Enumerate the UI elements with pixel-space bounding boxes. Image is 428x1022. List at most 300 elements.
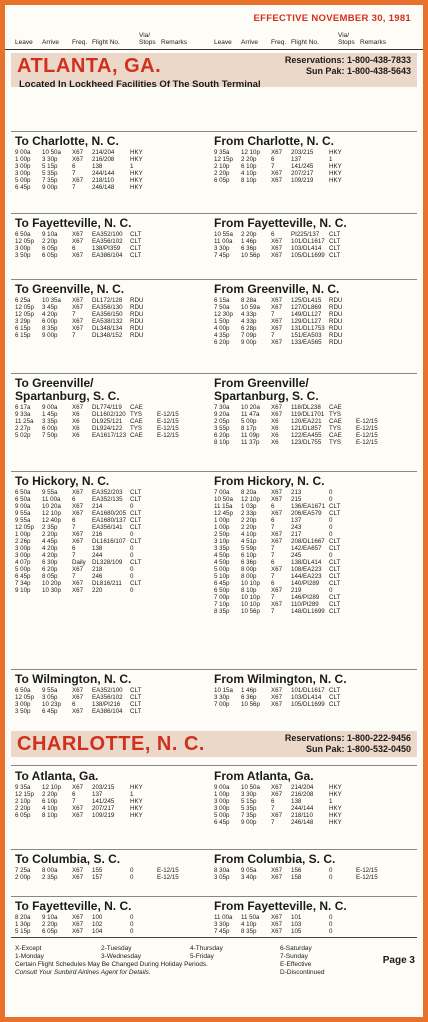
flight-number: DL816/211 bbox=[92, 580, 122, 587]
leave-time: 2 20p bbox=[214, 170, 230, 177]
leave-time: 7 00p bbox=[214, 701, 230, 708]
arrive-time: 2 20p bbox=[42, 791, 58, 798]
section-rule bbox=[11, 849, 417, 850]
frequency: X67 bbox=[72, 503, 84, 510]
frequency: X67 bbox=[72, 812, 84, 819]
flight-row bbox=[214, 418, 418, 425]
remarks: E-12/15 bbox=[356, 425, 378, 432]
frequency: X6 bbox=[72, 432, 80, 439]
flight-number: 119/DL1701 bbox=[291, 411, 325, 418]
leave-time: 6 15a bbox=[214, 297, 230, 304]
frequency: X67 bbox=[271, 531, 283, 538]
flight-row bbox=[214, 798, 418, 805]
arrive-time: 4 45p bbox=[42, 538, 58, 545]
via-stops: RDU bbox=[329, 311, 343, 318]
flight-number: 203/215 bbox=[291, 149, 314, 156]
flight-number: EA386/104 bbox=[92, 252, 123, 259]
arrive-time: 2 20p bbox=[241, 156, 257, 163]
arrive-time: 10 30p bbox=[42, 587, 61, 594]
arrive-time: 8 28a bbox=[241, 297, 257, 304]
column-label-stops: Stops bbox=[139, 39, 156, 46]
column-label-via: Via/ bbox=[338, 32, 350, 39]
legend-item: 6-Saturday bbox=[280, 945, 312, 952]
arrive-time: 8 10p bbox=[241, 587, 257, 594]
via-stops: RDU bbox=[130, 304, 144, 311]
flight-row bbox=[214, 701, 418, 708]
column-label-arrive: Arrive bbox=[42, 39, 59, 46]
flight-number: 102 bbox=[92, 921, 103, 928]
flight-row bbox=[214, 538, 418, 545]
flight-row bbox=[214, 510, 418, 517]
via-stops: 0 bbox=[329, 587, 333, 594]
flight-row bbox=[15, 538, 219, 545]
flight-row bbox=[15, 687, 219, 694]
flight-row bbox=[214, 805, 418, 812]
via-stops: HKY bbox=[130, 812, 143, 819]
atlanta-section-title: To Fayetteville, N. C. bbox=[15, 216, 132, 230]
arrive-time: 4 20p bbox=[42, 552, 58, 559]
leave-time: 3 30p bbox=[214, 921, 230, 928]
frequency: X67 bbox=[271, 304, 283, 311]
flight-number: 138/PI216 bbox=[92, 701, 121, 708]
atlanta-section-title: From Greenville/ Spartanburg, S. C. bbox=[214, 376, 319, 403]
via-stops: CLT bbox=[329, 245, 341, 252]
arrive-time: 4 20p bbox=[42, 545, 58, 552]
leave-time: 8 20a bbox=[15, 914, 31, 921]
via-stops: HKY bbox=[130, 170, 143, 177]
legend-item: 4-Thursday bbox=[190, 945, 223, 952]
flight-row bbox=[15, 325, 219, 332]
arrive-time: 8 35p bbox=[241, 928, 257, 935]
leave-time: 2 05p bbox=[214, 418, 230, 425]
charlotte-section-title: To Fayetteville, N. C. bbox=[15, 899, 132, 913]
leave-time: 3 00p bbox=[15, 245, 31, 252]
legend-item: 5-Friday bbox=[190, 953, 214, 960]
flight-row bbox=[214, 587, 418, 594]
via-stops: CAE bbox=[329, 404, 342, 411]
flight-row bbox=[15, 874, 219, 881]
flight-number: 203/215 bbox=[92, 784, 115, 791]
flight-row bbox=[214, 425, 418, 432]
flight-row bbox=[15, 517, 219, 524]
flight-number: 206/EA579 bbox=[291, 510, 322, 517]
via-stops: CLT bbox=[329, 510, 341, 517]
flight-number: EA352/135 bbox=[92, 496, 123, 503]
frequency: 7 bbox=[271, 524, 275, 531]
arrive-time: 6 28p bbox=[241, 325, 257, 332]
via-stops: CLT bbox=[329, 538, 341, 545]
leave-time: 6 50p bbox=[214, 587, 230, 594]
arrive-time: 12 10p bbox=[241, 149, 260, 156]
arrive-time: 5 15p bbox=[241, 798, 257, 805]
leave-time: 6 05p bbox=[214, 177, 230, 184]
flight-row bbox=[15, 812, 219, 819]
flight-number: 246 bbox=[92, 573, 103, 580]
via-stops: CLT bbox=[329, 701, 341, 708]
flight-number: 125/DL415 bbox=[291, 297, 322, 304]
flight-number: 127/DL869 bbox=[291, 304, 322, 311]
flight-row bbox=[15, 156, 219, 163]
leave-time: 3 00p bbox=[214, 798, 230, 805]
leave-time: 2 26p bbox=[15, 538, 31, 545]
flight-row bbox=[214, 517, 418, 524]
column-label-remarks: Remarks bbox=[161, 39, 188, 46]
via-stops: CLT bbox=[130, 559, 142, 566]
atlanta-section bbox=[15, 283, 219, 339]
atlanta-city-name: ATLANTA, GA. bbox=[17, 55, 162, 77]
frequency: 6 bbox=[271, 156, 275, 163]
frequency: 6 bbox=[72, 701, 76, 708]
flight-number: 137 bbox=[291, 517, 302, 524]
leave-time: 1 50p bbox=[214, 318, 230, 325]
flight-row bbox=[15, 170, 219, 177]
via-stops: CLT bbox=[130, 510, 142, 517]
leave-time: 6 45p bbox=[15, 573, 31, 580]
arrive-time: 7 35p bbox=[42, 177, 58, 184]
arrive-time: 10 10p bbox=[241, 594, 260, 601]
atlanta-section-title: From Hickory, N. C. bbox=[214, 474, 325, 488]
via-stops: RDU bbox=[329, 318, 343, 325]
remarks: E-12/15 bbox=[157, 867, 179, 874]
flight-number: 140/PI289 bbox=[291, 580, 320, 587]
frequency: 7 bbox=[72, 170, 76, 177]
atlanta-sunpak: Sun Pak: 1-800-438-5643 bbox=[305, 66, 411, 76]
arrive-time: 10 20p bbox=[42, 580, 61, 587]
remarks: E-12/15 bbox=[356, 432, 378, 439]
arrive-time: 2 35p bbox=[42, 524, 58, 531]
atlanta-section-title: To Wilmington, N. C. bbox=[15, 672, 132, 686]
page-number: Page 3 bbox=[382, 955, 415, 966]
leave-time: 2 50p bbox=[214, 531, 230, 538]
frequency: X67 bbox=[72, 238, 84, 245]
flight-number: EA356/141 bbox=[92, 524, 123, 531]
flight-row bbox=[15, 791, 219, 798]
flight-number: 151/EA503 bbox=[291, 332, 322, 339]
frequency: X67 bbox=[271, 914, 283, 921]
leave-time: 6 45p bbox=[15, 184, 31, 191]
arrive-time: 10 20a bbox=[42, 503, 61, 510]
arrive-time: 10 56p bbox=[241, 701, 260, 708]
flight-row bbox=[214, 177, 418, 184]
flight-number: 219 bbox=[291, 587, 302, 594]
frequency: X67 bbox=[271, 587, 283, 594]
arrive-time: 9 10a bbox=[42, 914, 58, 921]
flight-number: 218/110 bbox=[291, 812, 313, 819]
frequency: Daily bbox=[72, 559, 86, 566]
via-stops: CLT bbox=[130, 496, 142, 503]
atlanta-section bbox=[214, 673, 418, 708]
via-stops: 0 bbox=[130, 566, 134, 573]
charlotte-phones bbox=[285, 733, 411, 755]
flight-row bbox=[15, 503, 219, 510]
arrive-time: 2 20p bbox=[241, 231, 257, 238]
arrive-time: 3 30p bbox=[241, 791, 257, 798]
via-stops: CAE bbox=[130, 432, 143, 439]
flight-row bbox=[15, 921, 219, 928]
via-stops: CLT bbox=[130, 708, 142, 715]
frequency: X67 bbox=[271, 149, 283, 156]
frequency: X67 bbox=[72, 177, 84, 184]
frequency: X67 bbox=[271, 252, 283, 259]
atlanta-section bbox=[214, 217, 418, 259]
frequency: 6 bbox=[271, 231, 275, 238]
leave-time: 2 20p bbox=[15, 805, 31, 812]
arrive-time: 8 10p bbox=[241, 177, 257, 184]
footer-rule bbox=[11, 937, 417, 938]
flight-number: DL328/109 bbox=[92, 559, 123, 566]
arrive-time: 6 10p bbox=[241, 552, 257, 559]
flight-number: 216/208 bbox=[92, 156, 115, 163]
frequency: X67 bbox=[271, 318, 283, 325]
via-stops: 1 bbox=[130, 791, 134, 798]
via-stops: 1 bbox=[329, 798, 333, 805]
atlanta-city-bar bbox=[11, 53, 417, 90]
leave-time: 3 50p bbox=[15, 708, 31, 715]
atlanta-phones bbox=[285, 55, 411, 77]
via-stops: TYS bbox=[329, 425, 342, 432]
flight-row bbox=[214, 819, 418, 826]
arrive-time: 7 50p bbox=[42, 432, 58, 439]
leave-time: 12 05p bbox=[15, 694, 34, 701]
arrive-time: 6 00p bbox=[42, 425, 58, 432]
via-stops: HKY bbox=[329, 791, 342, 798]
flight-number: PI225/137 bbox=[291, 231, 320, 238]
column-label-freq: Freq. bbox=[271, 39, 287, 46]
flight-row bbox=[214, 156, 418, 163]
flight-number: 141/245 bbox=[291, 163, 314, 170]
via-stops: CLT bbox=[329, 601, 341, 608]
arrive-time: 6 36p bbox=[241, 245, 257, 252]
frequency: 6 bbox=[72, 245, 76, 252]
arrive-time: 6 36p bbox=[241, 694, 257, 701]
via-stops: CLT bbox=[329, 559, 341, 566]
arrive-time: 10 20a bbox=[241, 404, 260, 411]
arrive-time: 6 05p bbox=[42, 252, 58, 259]
frequency: X67 bbox=[271, 601, 283, 608]
arrive-time: 6 05p bbox=[42, 928, 58, 935]
frequency: 7 bbox=[72, 552, 76, 559]
via-stops: RDU bbox=[329, 325, 343, 332]
via-stops: 0 bbox=[329, 867, 333, 874]
flight-number: 216/208 bbox=[291, 791, 314, 798]
via-stops: HKY bbox=[329, 177, 342, 184]
leave-time: 3 29p bbox=[15, 318, 31, 325]
via-stops: TYS bbox=[329, 411, 342, 418]
atlanta-reservations: Reservations: 1-800-438-7833 bbox=[284, 55, 411, 65]
flight-number: 149/DL127 bbox=[291, 311, 322, 318]
flight-number: 218 bbox=[92, 566, 103, 573]
legend-item: 2-Tuesday bbox=[101, 945, 132, 952]
via-stops: 0 bbox=[329, 874, 333, 881]
flight-number: EA352/203 bbox=[92, 489, 123, 496]
leave-time: 12 45p bbox=[214, 510, 233, 517]
frequency: 7 bbox=[271, 552, 275, 559]
flight-row bbox=[15, 489, 219, 496]
flight-row bbox=[15, 559, 219, 566]
arrive-time: 6 20p bbox=[42, 566, 58, 573]
frequency: X67 bbox=[72, 708, 84, 715]
legend-item: Certain Flight Schedules May Be Changed During Holiday Periods. bbox=[15, 961, 208, 968]
flight-number: EA356/102 bbox=[92, 238, 123, 245]
leave-time: 3 55p bbox=[214, 425, 230, 432]
flight-row bbox=[15, 304, 219, 311]
flight-number: 216 bbox=[92, 531, 103, 538]
flight-number: 101 bbox=[291, 914, 302, 921]
flight-number: 220 bbox=[92, 587, 103, 594]
flight-number: 244/144 bbox=[92, 170, 115, 177]
flight-row bbox=[15, 238, 219, 245]
flight-number: 208/DL1667 bbox=[291, 538, 325, 545]
arrive-time: 9 55a bbox=[42, 489, 58, 496]
frequency: X67 bbox=[271, 496, 283, 503]
arrive-time: 12 10p bbox=[241, 496, 260, 503]
frequency: X67 bbox=[271, 489, 283, 496]
atlanta-section bbox=[214, 283, 418, 346]
flight-number: 157 bbox=[92, 874, 103, 881]
via-stops: HKY bbox=[130, 177, 143, 184]
frequency: 7 bbox=[271, 163, 275, 170]
leave-time: 2 10p bbox=[15, 798, 31, 805]
flight-row bbox=[15, 531, 219, 538]
frequency: X67 bbox=[72, 805, 84, 812]
arrive-time: 3 05p bbox=[42, 694, 58, 701]
flight-row bbox=[15, 252, 219, 259]
flight-row bbox=[15, 245, 219, 252]
arrive-time: 8 20a bbox=[241, 489, 257, 496]
leave-time: 4 07p bbox=[15, 559, 31, 566]
via-stops: TYS bbox=[130, 425, 143, 432]
arrive-time: 9 10a bbox=[42, 231, 58, 238]
remarks: E-12/15 bbox=[157, 432, 179, 439]
arrive-time: 5 35p bbox=[42, 170, 58, 177]
frequency: X67 bbox=[72, 252, 84, 259]
arrive-time: 3 45p bbox=[42, 304, 58, 311]
leave-time: 5 00p bbox=[15, 566, 31, 573]
arrive-time: 8 00p bbox=[241, 566, 257, 573]
via-stops: CLT bbox=[130, 252, 142, 259]
flight-row bbox=[214, 503, 418, 510]
flight-row bbox=[214, 545, 418, 552]
flight-row bbox=[15, 701, 219, 708]
frequency: X67 bbox=[271, 566, 283, 573]
arrive-time: 5 00p bbox=[241, 418, 257, 425]
via-stops: HKY bbox=[329, 170, 342, 177]
leave-time: 2 10p bbox=[214, 163, 230, 170]
via-stops: HKY bbox=[329, 812, 342, 819]
leave-time: 9 35a bbox=[214, 149, 230, 156]
via-stops: CLT bbox=[329, 608, 341, 615]
leave-time: 5 00p bbox=[214, 566, 230, 573]
flight-row bbox=[214, 231, 418, 238]
arrive-time: 6 00p bbox=[42, 318, 58, 325]
frequency: X67 bbox=[72, 928, 84, 935]
section-rule bbox=[11, 669, 417, 670]
arrive-time: 11 09p bbox=[241, 432, 260, 439]
leave-time: 11 25a bbox=[15, 418, 34, 425]
section-rule bbox=[11, 471, 417, 472]
frequency: 7 bbox=[271, 594, 275, 601]
flight-row bbox=[214, 874, 418, 881]
frequency: X67 bbox=[72, 566, 84, 573]
leave-time: 6 45p bbox=[214, 819, 230, 826]
leave-time: 9 00a bbox=[15, 149, 31, 156]
remarks: E-12/15 bbox=[157, 411, 179, 418]
via-stops: 0 bbox=[130, 867, 134, 874]
charlotte-section bbox=[214, 853, 418, 881]
flight-number: EA356/102 bbox=[92, 694, 123, 701]
leave-time: 1 00p bbox=[214, 524, 230, 531]
remarks: E-12/15 bbox=[356, 418, 378, 425]
arrive-time: 8 05p bbox=[42, 573, 58, 580]
frequency: X67 bbox=[271, 325, 283, 332]
leave-time: 12 15p bbox=[214, 156, 233, 163]
flight-row bbox=[214, 332, 418, 339]
leave-time: 3 00p bbox=[15, 701, 31, 708]
flight-row bbox=[214, 238, 418, 245]
flight-row bbox=[15, 163, 219, 170]
legend-item: Consult Your Sunbird Airlines Agent for Details. bbox=[15, 969, 151, 976]
via-stops: CLT bbox=[130, 580, 142, 587]
leave-time: 6 15p bbox=[15, 332, 31, 339]
arrive-time: 12 10p bbox=[42, 784, 61, 791]
via-stops: CLT bbox=[329, 694, 341, 701]
flight-row bbox=[214, 687, 418, 694]
via-stops: RDU bbox=[329, 332, 343, 339]
via-stops: CLT bbox=[130, 524, 142, 531]
flight-number: 138 bbox=[92, 163, 103, 170]
flight-number: 142/EA657 bbox=[291, 545, 322, 552]
frequency: X67 bbox=[271, 687, 283, 694]
flight-row bbox=[214, 608, 418, 615]
flight-row bbox=[214, 867, 418, 874]
flight-row bbox=[15, 784, 219, 791]
flight-number: 207/217 bbox=[291, 170, 314, 177]
frequency: 6 bbox=[72, 545, 76, 552]
charlotte-city-bar bbox=[11, 731, 417, 757]
flight-row bbox=[214, 566, 418, 573]
arrive-time: 2 33p bbox=[241, 510, 257, 517]
charlotte-section-title: From Fayetteville, N. C. bbox=[214, 899, 347, 913]
charlotte-section bbox=[15, 770, 219, 819]
flight-row bbox=[214, 432, 418, 439]
frequency: X67 bbox=[271, 701, 283, 708]
frequency: X6 bbox=[72, 418, 80, 425]
leave-time: 9 33a bbox=[15, 411, 31, 418]
via-stops: 0 bbox=[130, 531, 134, 538]
via-stops: HKY bbox=[329, 163, 342, 170]
flight-number: 207/217 bbox=[92, 805, 115, 812]
frequency: 7 bbox=[72, 798, 76, 805]
via-stops: HKY bbox=[329, 805, 342, 812]
frequency: X67 bbox=[271, 791, 283, 798]
via-stops: CAE bbox=[329, 418, 342, 425]
leave-time: 7 00p bbox=[214, 594, 230, 601]
leave-time: 3 10p bbox=[214, 538, 230, 545]
atlanta-section bbox=[214, 377, 418, 446]
arrive-time: 2 20p bbox=[241, 517, 257, 524]
legend-item: D-Discontinued bbox=[280, 969, 325, 976]
flight-number: EA352/100 bbox=[92, 231, 123, 238]
flight-row bbox=[15, 418, 219, 425]
leave-time: 6 20p bbox=[214, 339, 230, 346]
atlanta-section bbox=[15, 377, 219, 439]
arrive-time: 2 20p bbox=[42, 238, 58, 245]
flight-row bbox=[15, 566, 219, 573]
column-label-flight: Flight No. bbox=[92, 39, 120, 46]
flight-number: 155 bbox=[92, 867, 103, 874]
flight-row bbox=[15, 545, 219, 552]
charlotte-section bbox=[15, 900, 219, 935]
